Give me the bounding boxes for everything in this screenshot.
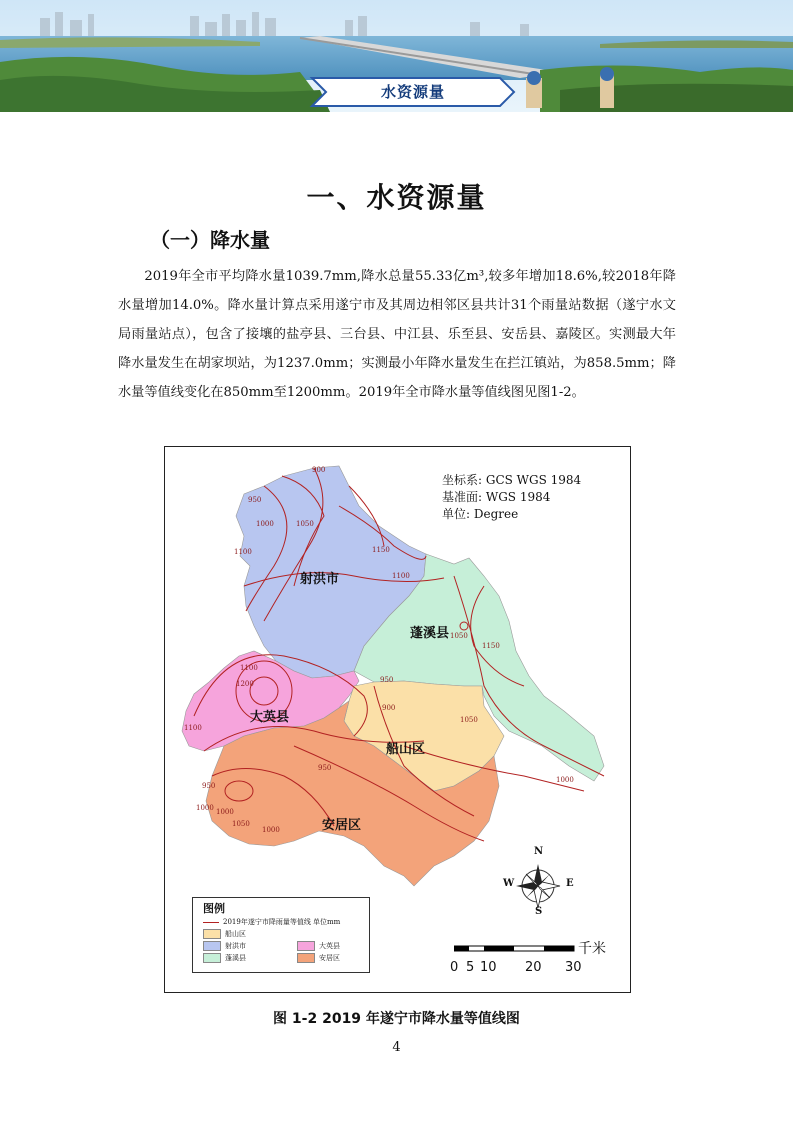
scale-tick: 5 xyxy=(466,960,475,975)
compass-s: S xyxy=(535,906,543,917)
legend-swatch xyxy=(297,953,315,963)
contour-label: 950 xyxy=(380,676,394,684)
legend-label: 大英县 xyxy=(319,942,340,950)
contour-label: 1000 xyxy=(216,808,234,816)
legend-label: 蓬溪县 xyxy=(225,954,246,962)
scale-tick: 30 xyxy=(565,960,582,975)
map-unit: 单位: Degree xyxy=(442,507,519,521)
compass-n: N xyxy=(534,846,544,857)
legend-line-swatch xyxy=(203,922,219,923)
legend-label: 安居区 xyxy=(319,954,340,962)
contour-label: 1100 xyxy=(240,664,258,672)
label-pengxi: 蓬溪县 xyxy=(410,626,450,641)
figure-caption: 图 1-2 2019 年遂宁市降水量等值线图 xyxy=(273,1011,520,1027)
contour-label: 1050 xyxy=(232,820,250,828)
page-number: 4 xyxy=(392,1040,401,1055)
label-shehong: 射洪市 xyxy=(300,572,340,587)
map-legend xyxy=(192,897,370,973)
scale-unit: 千米 xyxy=(578,941,606,957)
label-chuanshan: 船山区 xyxy=(386,742,426,757)
contour-label: 950 xyxy=(318,764,332,772)
section-subtitle: （一）降水量 xyxy=(150,228,270,252)
contour-label: 900 xyxy=(312,466,326,474)
compass-e: E xyxy=(566,878,574,889)
section-label: 水资源量 xyxy=(380,82,445,101)
contour-label: 1050 xyxy=(296,520,314,528)
contour-label: 900 xyxy=(382,704,396,712)
contour-label: 1100 xyxy=(392,572,410,580)
legend-line-label: 2019年遂宁市降雨量等值线 单位mm xyxy=(223,918,341,926)
contour-label: 1100 xyxy=(234,548,252,556)
legend-item-chuanshan xyxy=(203,929,246,939)
legend-contour-line xyxy=(203,917,340,927)
page-title: 一、水资源量 xyxy=(306,181,487,214)
scale-tick: 0 xyxy=(450,960,459,975)
contour-label: 1150 xyxy=(482,642,500,650)
map-info xyxy=(442,472,581,523)
legend-swatch xyxy=(203,941,221,951)
legend-item-daying xyxy=(297,941,340,951)
legend-label: 船山区 xyxy=(225,930,246,938)
contour-label: 950 xyxy=(248,496,262,504)
contour-label: 1000 xyxy=(196,804,214,812)
legend-swatch xyxy=(203,953,221,963)
legend-item-shehong xyxy=(203,941,246,951)
map-crs: 坐标系: GCS WGS 1984 xyxy=(442,473,582,487)
contour-label: 1100 xyxy=(184,724,202,732)
contour-label: 1050 xyxy=(450,632,468,640)
contour-label: 950 xyxy=(202,782,216,790)
legend-swatch xyxy=(203,929,221,939)
legend-swatch xyxy=(297,941,315,951)
label-anju: 安居区 xyxy=(322,818,362,833)
label-daying: 大英县 xyxy=(250,710,290,725)
body-paragraph: 2019年全市平均降水量1039.7mm,降水总量55.33亿m³,较多年增加18.6%,较2018年降水量增加14.0%。降水量计算点采用遂宁市及其周边相邻区县共计31个雨量站数据（遂宁水文局雨量站点），包含了接壤的盐亭县、三台县、中江县、乐至县、安岳县、嘉陵区。实测最大年降水量发生在胡家坝站，为1237.0mm；实测最小年降水量发生在拦江镇站，为858.5mm；降水量等值线变化在850mm至1200mm。2019年全市降水量等值线图见图1-2。 xyxy=(118,269,676,400)
contour-label: 1000 xyxy=(556,776,574,784)
contour-label: 1200 xyxy=(236,680,254,688)
legend-label: 射洪市 xyxy=(225,942,246,950)
compass-w: W xyxy=(503,878,515,889)
contour-label: 1050 xyxy=(460,716,478,724)
legend-title: 图例 xyxy=(203,902,225,915)
legend-item-anju xyxy=(297,953,340,963)
scale-tick: 20 xyxy=(525,960,542,975)
header-banner xyxy=(0,0,793,112)
scale-tick: 10 xyxy=(480,960,497,975)
contour-label: 1000 xyxy=(256,520,274,528)
contour-label: 1000 xyxy=(262,826,280,834)
map-datum: 基准面: WGS 1984 xyxy=(442,490,551,504)
legend-item-pengxi xyxy=(203,953,246,963)
compass-rose xyxy=(516,864,560,908)
contour-label: 1150 xyxy=(372,546,390,554)
